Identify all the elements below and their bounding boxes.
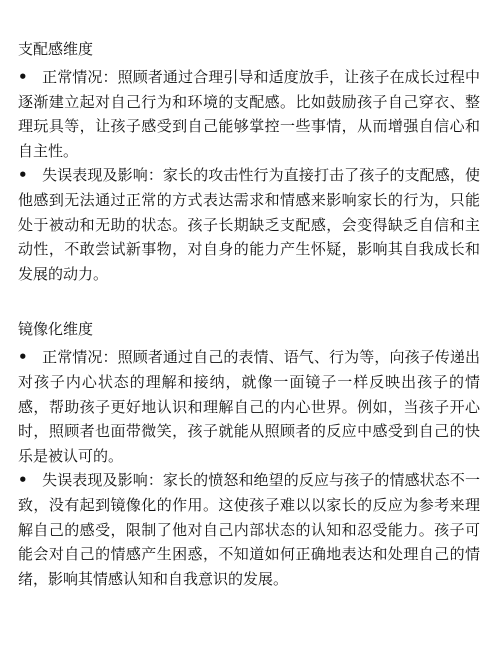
section-title-mirroring: 镜像化维度 — [18, 320, 94, 339]
bullet-fault-mirroring — [18, 468, 480, 591]
bullet-normal-mirroring — [18, 345, 480, 468]
section-title-control: 支配感维度 — [18, 40, 94, 58]
bullet-dot: • — [18, 166, 28, 185]
bullet-text: 失误表现及影响：家长的攻击性行为直接打击了孩子的支配感，使他感到无法通过正常的方式表达需求和情感来影响家长的行为，只能处于被动和无助的状态。孩子长期缺乏支配感，会变得缺乏自信和主动性，不敢尝试新事物，对自身的能力产生怀疑，影响其自我成长和发展的动力。 — [18, 166, 480, 283]
bullet-dot: • — [18, 471, 28, 490]
bullet-dot: • — [18, 68, 28, 86]
bullet-dot: • — [18, 348, 28, 367]
bullet-normal-control — [18, 65, 480, 163]
bullet-fault-control — [18, 163, 480, 286]
bullet-text: 正常情况：照顾者通过自己的表情、语气、行为等，向孩子传递出对孩子内心状态的理解和接纳，就像一面镜子一样反映出孩子的情感，帮助孩子更好地认识和理解自己的内心世界。例如，当孩子开心时，照顾者也面带微笑，孩子就能从照顾者的反应中感受到自己的快乐是被认可的。 — [18, 348, 480, 465]
bullet-text: 失误表现及影响：家长的愤怒和绝望的反应与孩子的情感状态不一致，没有起到镜像化的作用。这使孩子难以以家长的反应为参考来理解自己的感受，限制了他对自己内部状态的认知和忍受能力。孩子可能会对自己的情感产生困惑，不知道如何正确地表达和处理自己的情绪，影响其情感认知和自我意识的发展。 — [18, 471, 480, 588]
bullet-text: 正常情况：照顾者通过合理引导和适度放手，让孩子在成长过程中逐渐建立起对自己行为和环境的支配感。比如鼓励孩子自己穿衣、整理玩具等，让孩子感受到自己能够掌控一些事情，从而增强自信心和自主性。 — [18, 68, 480, 160]
section-divider-space — [18, 286, 480, 320]
